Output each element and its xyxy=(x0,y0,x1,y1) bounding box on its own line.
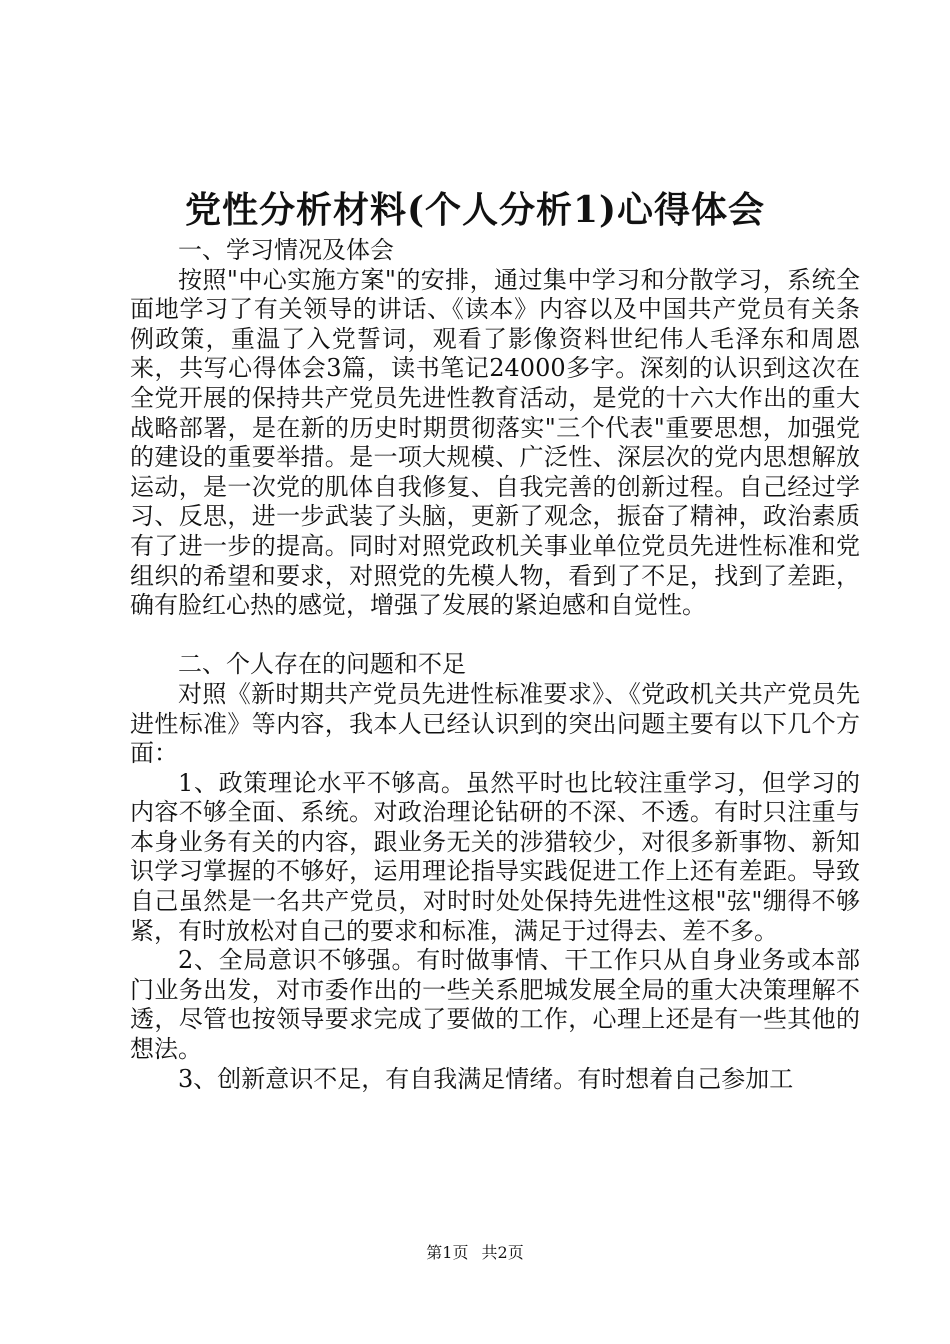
page-number-current: 第1页 xyxy=(426,1243,469,1262)
section2-heading: 二、个人存在的问题和不足 xyxy=(178,650,466,679)
paragraph-gap xyxy=(130,621,860,651)
problem-item-3: 3、创新意识不足，有自我满足情绪。有时想着自己参加工 xyxy=(178,1064,794,1093)
page-number-total: 共2页 xyxy=(481,1243,524,1262)
section1-paragraph: 按照"中心实施方案"的安排，通过集中学习和分散学习，系统全面地学习了有关领导的讲话、《读本》内容以及中国共产党员有关条例政策，重温了入党誓词，观看了影像资料世纪伟人毛泽东和周恩来，共写心得体会3篇，读书笔记24000多字。深刻的认识到这次在全党开展的保持共产党员先进性教育活动，是党的十六大作出的重大战略部署，是在新的历史时期贯彻落实"三个代表"重要思想，加强党的建设的重要举措。是一项大规模、广泛性、深层次的党内思想解放运动，是一次党的肌体自我修复、自我完善的创新过程。自己经过学习、反思，进一步武装了头脑，更新了观念，振奋了精神，政治素质有了进一步的提高。同时对照党政机关事业单位党员先进性标准和党组织的希望和要求，对照党的先模人物，看到了不足，找到了差距，确有脸红心热的感觉，增强了发展的紧迫感和自觉性。 xyxy=(130,265,860,620)
document-title: 党性分析材料(个人分析1)心得体会 xyxy=(184,189,766,231)
problem-item-2: 2、全局意识不够强。有时做事情、干工作只从自身业务或本部门业务出发，对市委作出的一些关系肥城发展全局的重大决策理解不透，尽管也按领导要求完成了要做的工作，心理上还是有一些其他的想法。 xyxy=(130,946,860,1064)
section2-intro: 对照《新时期共产党员先进性标准要求》、《党政机关共产党员先进性标准》等内容，我本人已经认识到的突出问题主要有以下几个方面： xyxy=(130,679,860,768)
page-footer xyxy=(0,1242,950,1264)
section1-heading: 一、学习情况及体会 xyxy=(178,236,394,264)
document-body xyxy=(130,236,860,1094)
problem-item-1: 1、政策理论水平不够高。虽然平时也比较注重学习，但学习的内容不够全面、系统。对政治理论钻研的不深、不透。有时只注重与本身业务有关的内容，跟业务无关的涉猎较少，对很多新事物、新知识学习掌握的不够好，运用理论指导实践促进工作上还有差距。导致自己虽然是一名共产党员，对时时处处保持先进性这根"弦"绷得不够紧，有时放松对自己的要求和标准，满足于过得去、差不多。 xyxy=(130,768,860,945)
